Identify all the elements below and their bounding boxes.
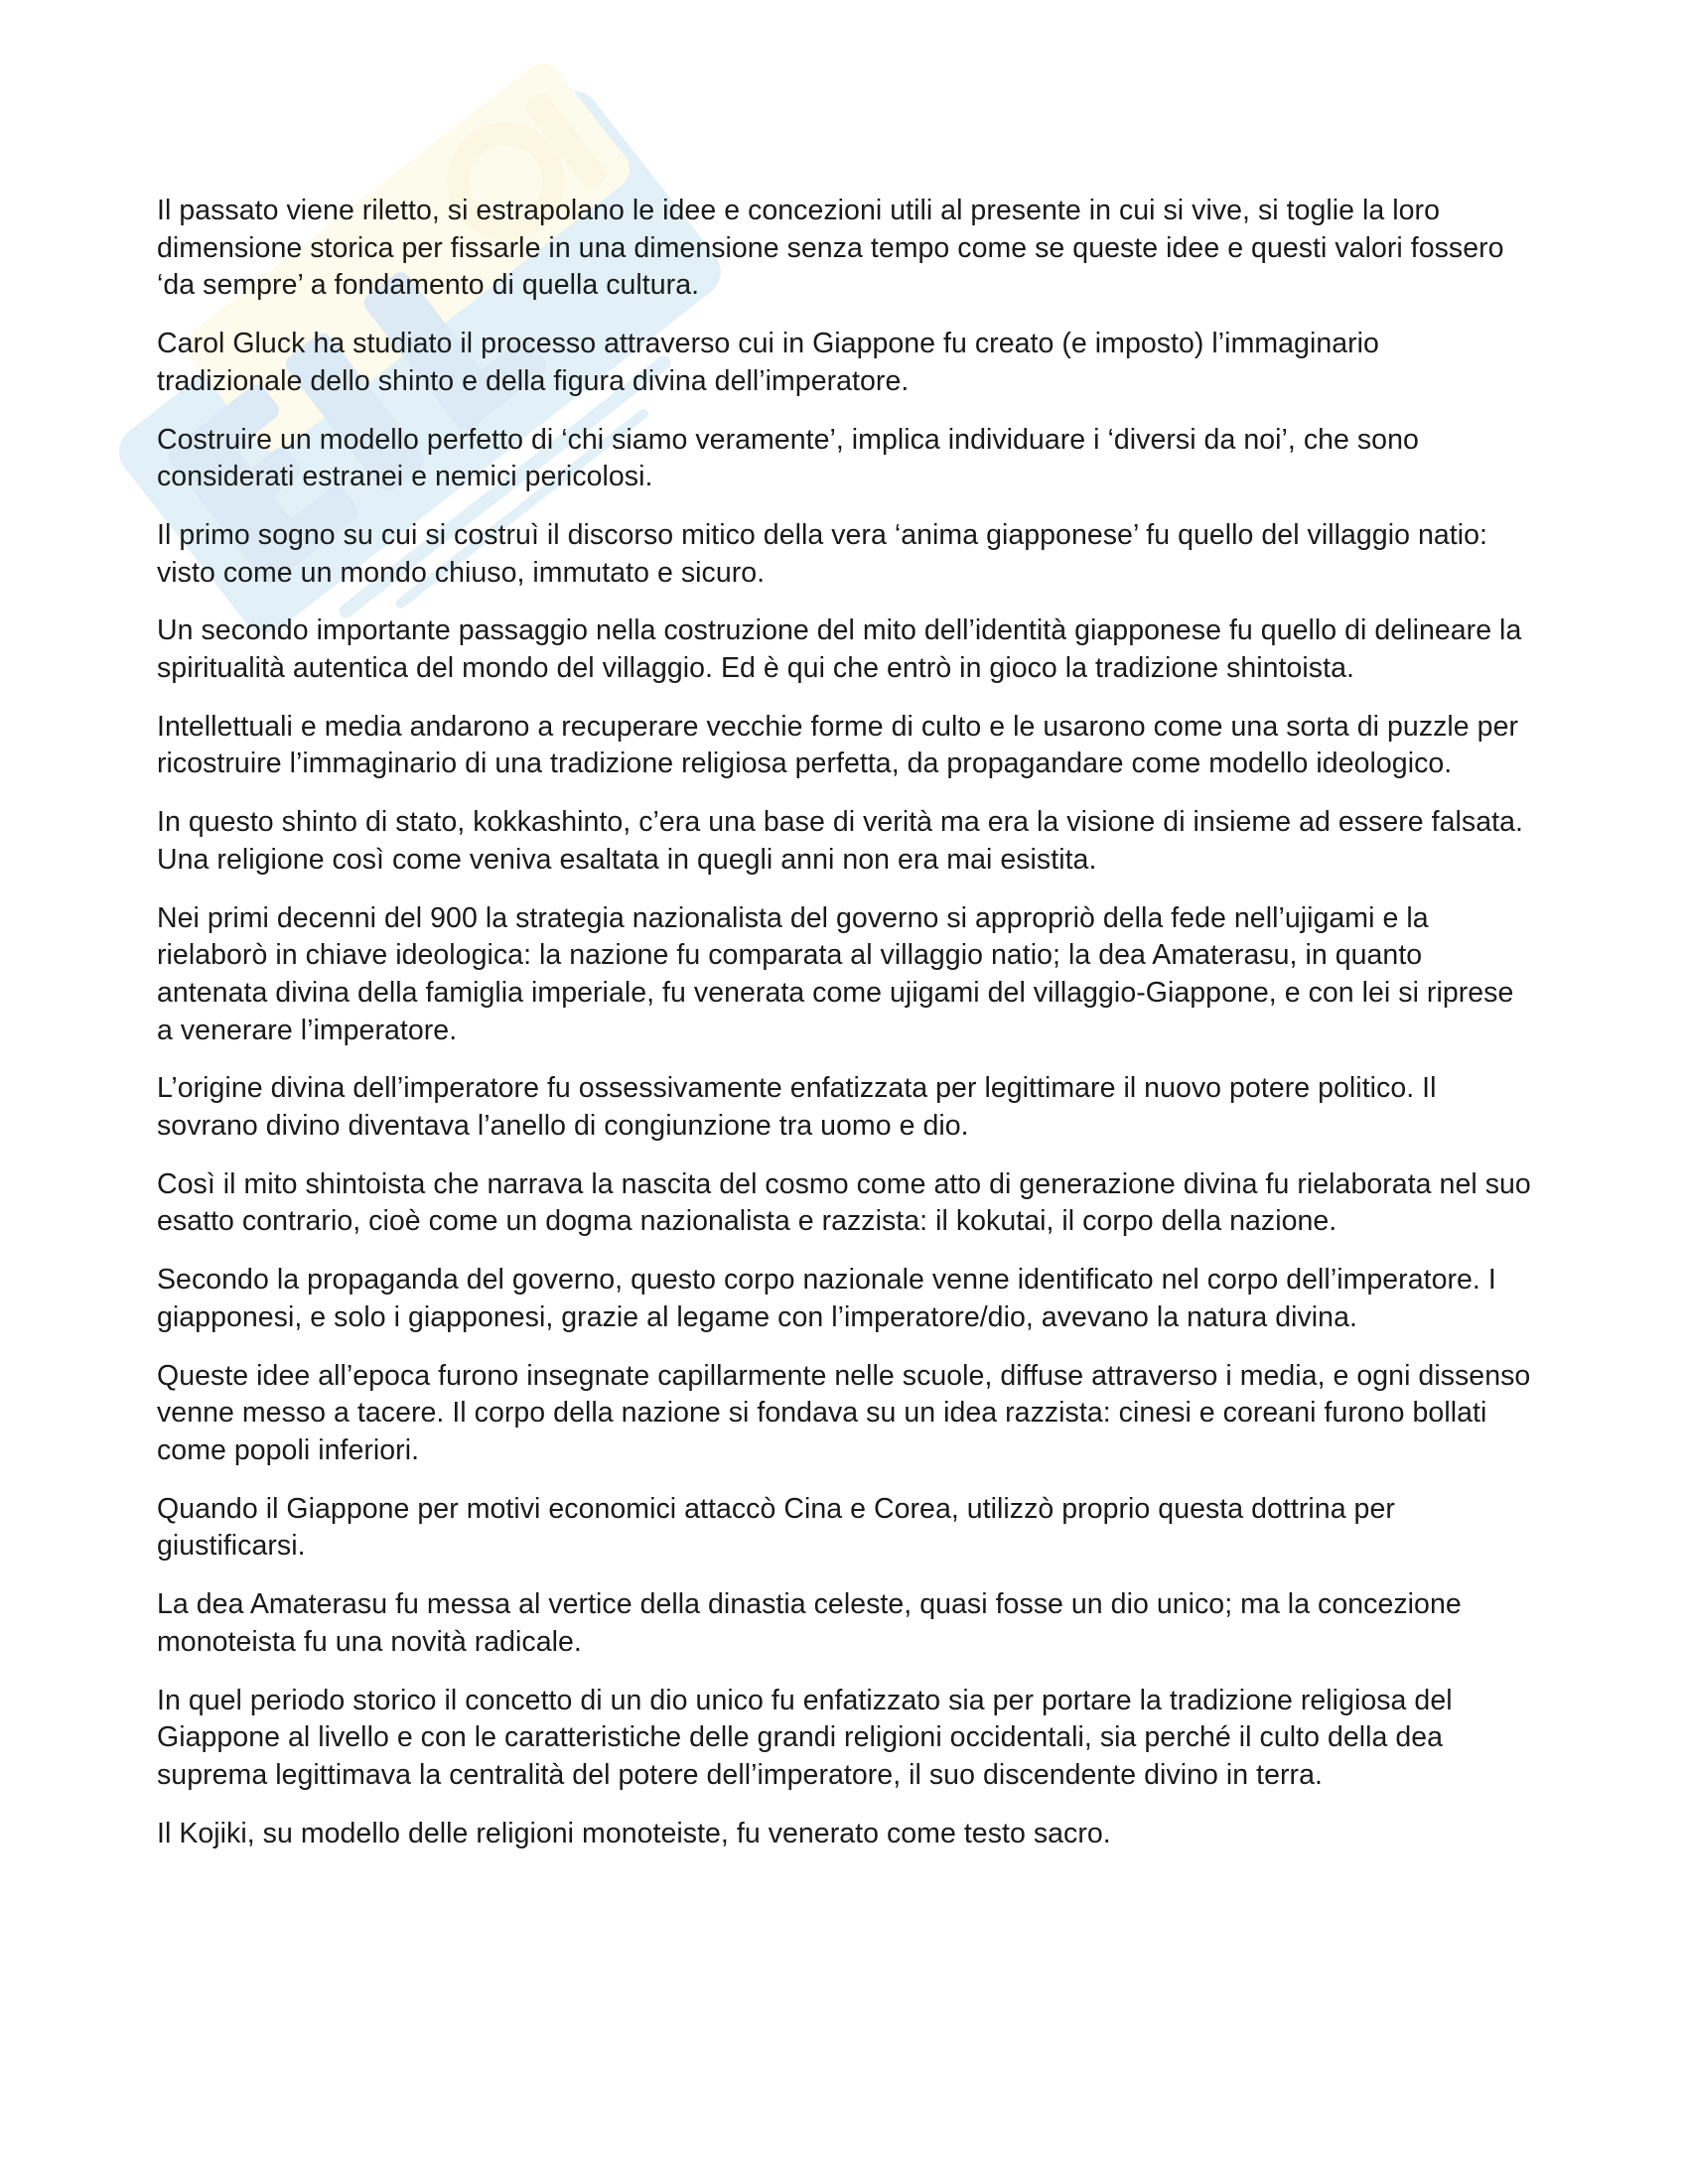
paragraph-9: L’origine divina dell’imperatore fu ossessivamente enfatizzata per legittimare il nuovo potere politico. Il sovrano divino diventava l’anello di congiunzione tra uomo e dio. <box>157 1072 1437 1143</box>
paragraph-2: Carol Gluck ha studiato il processo attraverso cui in Giappone fu creato (e imposto) l’immaginario tradizionale dello shinto e della figura divina dell’imperatore. <box>157 328 1379 397</box>
paragraph-13: Quando il Giappone per motivi economici attaccò Cina e Corea, utilizzò proprio questa dottrina per giustificarsi. <box>157 1492 1395 1563</box>
paragraph-4: Il primo sogno su cui si costruì il discorso mitico della vera ‘anima giapponese’ fu quello del villaggio natio: visto come un mondo chiuso, immutato e sicuro. <box>157 518 1487 589</box>
paragraph-10: Così il mito shintoista che narrava la nascita del cosmo come atto di generazione divina fu rielaborata nel suo esatto contrario, cioè come un dogma nazionalista e razzista: il kokutai, il corpo della nazione. <box>157 1167 1531 1238</box>
paragraph-15: In quel periodo storico il concetto di un dio unico fu enfatizzato sia per portare la tradizione religiosa del Giappone al livello e con le caratteristiche delle grandi religioni occidentali, sia perché il culto della dea suprema legittimava la centralità del potere dell’imperatore, il suo discendente divino in terra. <box>157 1684 1453 1791</box>
paragraph-14: La dea Amaterasu fu messa al vertice della dinastia celeste, quasi fosse un dio unico; ma la concezione monoteista fu una novità radicale. <box>157 1588 1462 1658</box>
paragraph-1: Il passato viene riletto, si estrapolano le idee e concezioni utili al presente in cui si vive, si toglie la loro dimensione storica per fissarle in una dimensione senza tempo come se queste idee e questi valori fossero ‘da sempre’ a fondamento di quella cultura. <box>157 195 1504 302</box>
paragraph-6: Intellettuali e media andarono a recuperare vecchie forme di culto e le usarono come una sorta di puzzle per ricostruire l’immaginario di una tradizione religiosa perfetta, da propagandare come modello ideologico. <box>157 710 1519 780</box>
paragraph-7: In questo shinto di stato, kokkashinto, c’era una base di verità ma era la visione di insieme ad essere falsata. Una religione così come veniva esaltata in quegli anni non era mai esistita. <box>157 806 1523 876</box>
paragraph-5: Un secondo importante passaggio nella costruzione del mito dell’identità giapponese fu quello di delineare la spiritualità autentica del mondo del villaggio. Ed è qui che entrò in gioco la tradizione shintoista. <box>157 614 1522 685</box>
paragraph-8: Nei primi decenni del 900 la strategia nazionalista del governo si appropriò della fede nell’ujigami e la rielaborò in chiave ideologica: la nazione fu comparata al villaggio natio; la dea Amaterasu, in quanto antenata divina della famiglia imperiale, fu venerata come ujigami del villaggio-Giappone, e con lei si riprese a venerare l’imperatore. <box>157 901 1514 1046</box>
paragraph-3: Costruire un modello perfetto di ‘chi siamo veramente’, implica individuare i ‘diversi da noi’, che sono considerati estranei e nemici pericolosi. <box>157 423 1419 493</box>
paragraph-11: Secondo la propaganda del governo, questo corpo nazionale venne identificato nel corpo dell’imperatore. I giapponesi, e solo i giapponesi, grazie al legame con l’imperatore/dio, avevano la natura divina. <box>157 1264 1496 1333</box>
paragraph-16: Il Kojiki, su modello delle religioni monoteiste, fu venerato come testo sacro. <box>157 1817 1111 1849</box>
paragraph-12: Queste idee all’epoca furono insegnate capillarmente nelle scuole, diffuse attraverso i media, e ogni dissenso venne messo a tacere. Il corpo della nazione si fondava su un idea razzista: cinesi e coreani furono bollati come popoli inferiori. <box>157 1359 1531 1466</box>
document-body <box>157 193 1532 1873</box>
